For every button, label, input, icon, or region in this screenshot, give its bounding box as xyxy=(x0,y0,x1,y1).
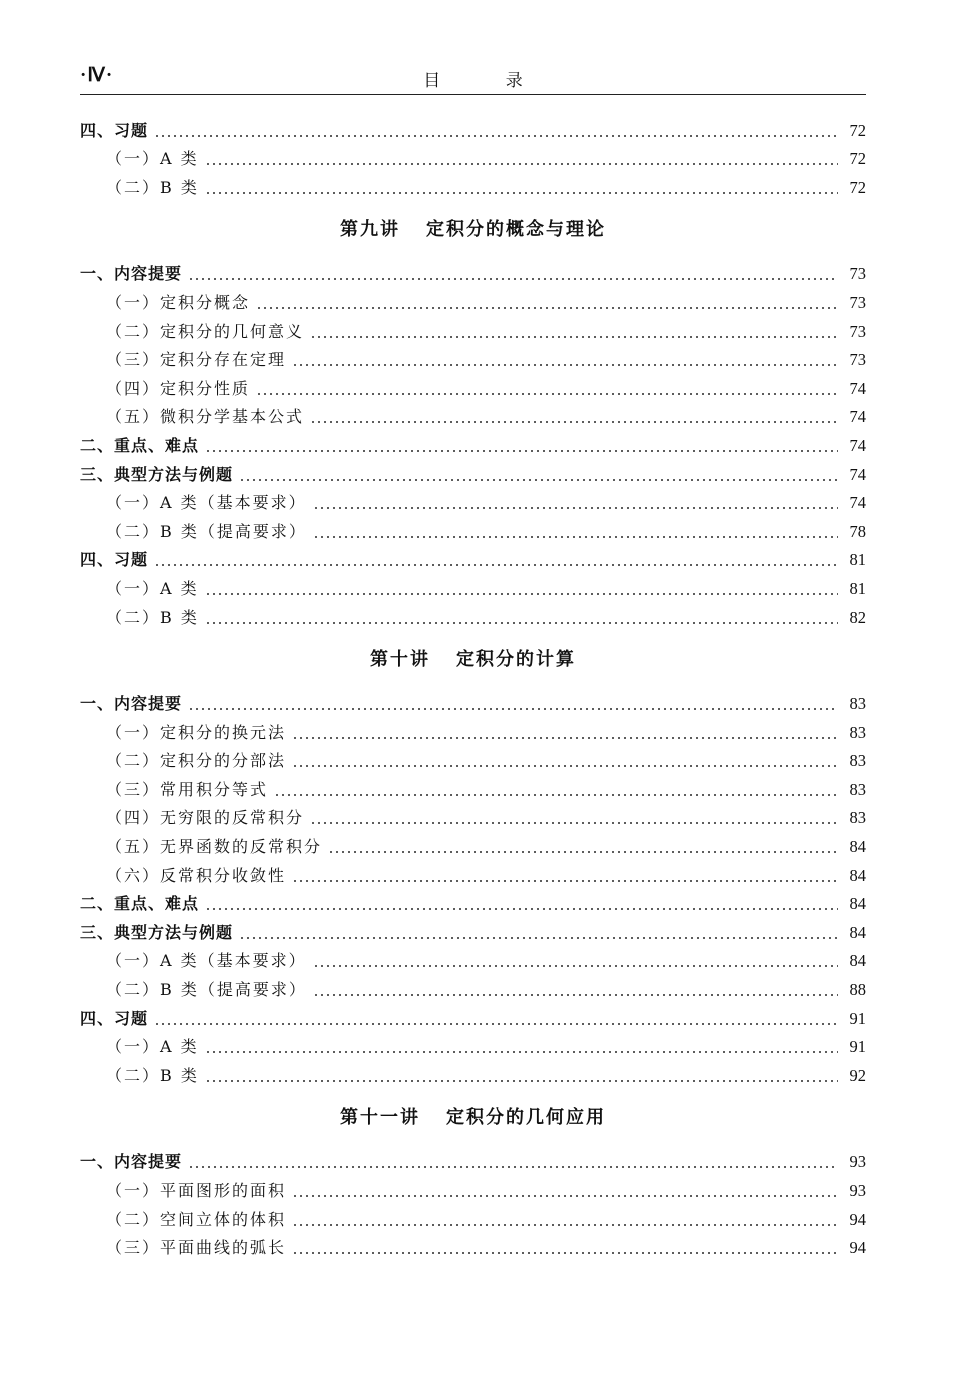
dot-leader xyxy=(205,897,838,911)
toc-entry[interactable] xyxy=(80,427,866,456)
toc-entry-page: 72 xyxy=(849,120,866,140)
toc-entry-label: （二）定积分的几何意义 xyxy=(106,321,305,341)
toc-entry-page: 73 xyxy=(849,264,866,284)
toc-entry[interactable] xyxy=(80,771,866,800)
toc-entry[interactable] xyxy=(80,1172,866,1201)
toc-entry-label: 一、内容提要 xyxy=(80,264,183,284)
lecture-heading xyxy=(80,1086,866,1144)
toc-entry-label: （五）微积分学基本公式 xyxy=(106,407,305,427)
toc-entry-page: 93 xyxy=(849,1152,866,1172)
toc-entry[interactable] xyxy=(80,399,866,428)
toc-entry-page: 81 xyxy=(849,578,866,598)
running-title: 目 录 xyxy=(423,71,553,91)
toc-entry-page: 88 xyxy=(849,980,866,1000)
toc-entry-label: 三、典型方法与例题 xyxy=(80,464,234,484)
lecture-title: 定积分的几何应用 xyxy=(446,1106,606,1128)
toc-entry-label: （四）无穷限的反常积分 xyxy=(106,808,305,828)
toc-entry[interactable] xyxy=(80,743,866,772)
dot-leader xyxy=(205,152,838,166)
toc-entry-page: 84 xyxy=(849,894,866,914)
toc-entry-label: （一）A 类（基本要求） xyxy=(106,493,307,513)
toc-entry[interactable] xyxy=(80,971,866,1000)
toc-entry-label: 一、内容提要 xyxy=(80,1152,183,1172)
toc-entry[interactable] xyxy=(80,857,866,886)
toc-entry-label: （二）空间立体的体积 xyxy=(106,1209,287,1229)
dot-leader xyxy=(313,525,838,539)
dot-leader xyxy=(292,1184,838,1198)
toc-entry-page: 82 xyxy=(849,607,866,627)
toc-entry[interactable] xyxy=(80,542,866,571)
dot-leader xyxy=(310,410,838,424)
dot-leader xyxy=(154,553,838,567)
toc-entry-label: （五）无界函数的反常积分 xyxy=(106,837,323,857)
toc-entry-label: （一）平面图形的面积 xyxy=(106,1181,287,1200)
toc-entry-page: 94 xyxy=(849,1209,866,1229)
toc-entry-page: 84 xyxy=(849,865,866,885)
toc-entry-label: （二）定积分的分部法 xyxy=(106,751,287,771)
toc-entry-page: 84 xyxy=(849,837,866,857)
dot-leader xyxy=(205,1069,838,1083)
dot-leader xyxy=(313,496,838,510)
toc-entry[interactable] xyxy=(80,800,866,829)
toc-entry-label: （二）B 类（提高要求） xyxy=(106,521,307,541)
toc-entry-label: 二、重点、难点 xyxy=(80,894,200,914)
dot-leader xyxy=(205,582,838,596)
toc-entry-page: 83 xyxy=(849,751,866,771)
toc-entry-page: 73 xyxy=(849,350,866,370)
toc-entry-label: （一）定积分概念 xyxy=(106,292,251,312)
toc-entry[interactable] xyxy=(80,256,866,285)
toc-entry[interactable] xyxy=(80,828,866,857)
dot-leader xyxy=(292,869,838,883)
toc-entry-page: 93 xyxy=(849,1181,866,1200)
toc-entry-label: （二）B 类 xyxy=(106,607,199,627)
toc-entry[interactable] xyxy=(80,370,866,399)
lecture-number: 第十讲 xyxy=(370,648,430,670)
toc-entry-label: （二）B 类 xyxy=(106,177,199,197)
toc-entry[interactable] xyxy=(80,284,866,313)
toc-entry-label: （三）定积分存在定理 xyxy=(106,350,287,370)
toc-entry-label: （一）A 类 xyxy=(106,1037,199,1057)
dot-leader xyxy=(188,267,838,281)
toc-entry[interactable] xyxy=(80,456,866,485)
toc-entry-label: （一）A 类 xyxy=(106,149,199,169)
toc-entry[interactable] xyxy=(80,1000,866,1029)
toc-entry-label: （六）反常积分收敛性 xyxy=(106,865,287,885)
dot-leader xyxy=(328,840,838,854)
dot-leader xyxy=(292,353,838,367)
toc-entry-label: 四、习题 xyxy=(80,1008,149,1028)
dot-leader xyxy=(292,1241,838,1255)
lecture-number: 第九讲 xyxy=(340,218,400,240)
dot-leader xyxy=(205,181,838,195)
toc-entry-label: 三、典型方法与例题 xyxy=(80,922,234,942)
toc-entry[interactable] xyxy=(80,599,866,628)
toc-entry-page: 83 xyxy=(849,779,866,799)
toc-entry[interactable] xyxy=(80,1057,866,1086)
toc-entry-page: 84 xyxy=(849,951,866,971)
page-number: ·Ⅳ· xyxy=(80,65,114,86)
page-header xyxy=(80,60,866,95)
toc-entry-label: 二、重点、难点 xyxy=(80,435,200,455)
lecture-title: 定积分的概念与理论 xyxy=(426,218,606,240)
dot-leader xyxy=(205,439,838,453)
toc-entry-page: 91 xyxy=(849,1008,866,1028)
toc-entry-label: 四、习题 xyxy=(80,120,149,140)
dot-leader xyxy=(154,124,838,138)
toc-entry-label: （三）常用积分等式 xyxy=(106,779,269,799)
toc-entry-page: 84 xyxy=(849,922,866,942)
dot-leader xyxy=(205,611,838,625)
toc-entry-page: 73 xyxy=(849,292,866,312)
dot-leader xyxy=(292,1213,838,1227)
dot-leader xyxy=(205,1040,838,1054)
lecture-number: 第十一讲 xyxy=(340,1106,420,1128)
toc-entry[interactable] xyxy=(80,169,866,198)
toc-entry-page: 83 xyxy=(849,722,866,742)
toc-entry[interactable] xyxy=(80,914,866,943)
toc-entry[interactable] xyxy=(80,570,866,599)
toc-entry-page: 83 xyxy=(849,694,866,714)
dot-leader xyxy=(256,382,838,396)
toc-entry[interactable] xyxy=(80,1144,866,1173)
toc-entry[interactable] xyxy=(80,513,866,542)
toc-entry[interactable] xyxy=(80,141,866,170)
toc-entry[interactable] xyxy=(80,886,866,915)
toc-entry-page: 91 xyxy=(849,1037,866,1057)
toc-entry-page: 74 xyxy=(849,493,866,513)
toc-entry-label: （三）平面曲线的弧长 xyxy=(106,1238,287,1258)
dot-leader xyxy=(154,1012,838,1026)
toc-entry-page: 74 xyxy=(849,464,866,484)
toc-entry-label: （一）A 类 xyxy=(106,578,199,598)
toc-entry-label: （二）B 类 xyxy=(106,1065,199,1085)
dot-leader xyxy=(274,783,838,797)
toc-entry-page: 83 xyxy=(849,808,866,828)
dot-leader xyxy=(292,726,838,740)
dot-leader xyxy=(310,811,838,825)
dot-leader xyxy=(292,754,838,768)
toc-entry-page: 81 xyxy=(849,550,866,570)
toc-entry-page: 74 xyxy=(849,407,866,427)
toc-entry-page: 74 xyxy=(849,378,866,398)
toc-entry[interactable] xyxy=(80,686,866,715)
toc-entry-page: 78 xyxy=(849,521,866,541)
toc-entry-label: （一）定积分的换元法 xyxy=(106,722,287,742)
lecture-heading xyxy=(80,198,866,256)
toc-entry-label: （一）A 类（基本要求） xyxy=(106,951,307,971)
toc-entry[interactable] xyxy=(80,485,866,514)
lecture-title: 定积分的计算 xyxy=(456,648,576,670)
dot-leader xyxy=(313,954,838,968)
dot-leader xyxy=(188,697,838,711)
table-of-contents xyxy=(80,112,866,1258)
dot-leader xyxy=(313,983,838,997)
toc-entry[interactable] xyxy=(80,714,866,743)
toc-entry[interactable] xyxy=(80,943,866,972)
toc-entry[interactable] xyxy=(80,342,866,371)
dot-leader xyxy=(239,468,838,482)
toc-entry[interactable] xyxy=(80,1201,866,1230)
toc-entry[interactable] xyxy=(80,313,866,342)
dot-leader xyxy=(310,325,838,339)
toc-entry-label: 四、习题 xyxy=(80,550,149,570)
toc-entry-label: （二）B 类（提高要求） xyxy=(106,980,307,1000)
dot-leader xyxy=(188,1155,838,1169)
lecture-heading xyxy=(80,628,866,686)
toc-entry[interactable] xyxy=(80,1029,866,1058)
toc-entry-label: 一、内容提要 xyxy=(80,694,183,714)
toc-entry-page: 92 xyxy=(849,1065,866,1085)
dot-leader xyxy=(239,926,838,940)
toc-entry-page: 94 xyxy=(849,1238,866,1258)
dot-leader xyxy=(256,296,838,310)
toc-entry-page: 72 xyxy=(849,149,866,169)
toc-entry-page: 72 xyxy=(849,177,866,197)
toc-entry-page: 74 xyxy=(849,435,866,455)
toc-entry[interactable] xyxy=(80,112,866,141)
toc-entry[interactable] xyxy=(80,1230,866,1259)
toc-entry-label: （四）定积分性质 xyxy=(106,378,251,398)
toc-entry-page: 73 xyxy=(849,321,866,341)
